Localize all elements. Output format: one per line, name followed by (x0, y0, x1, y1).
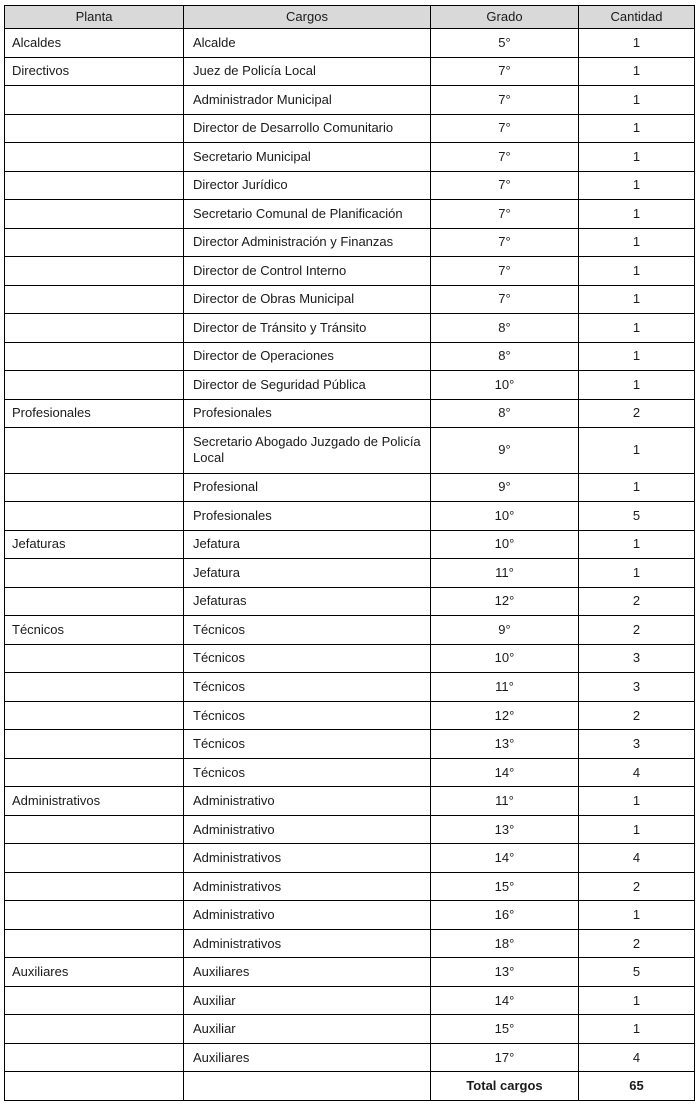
table-cell: 1 (579, 171, 695, 200)
table-cell: 4 (579, 844, 695, 873)
table-cell: Técnicos (184, 758, 431, 787)
table-cell (5, 200, 184, 229)
table-cell: 13° (431, 958, 579, 987)
table-cell: 5° (431, 29, 579, 58)
table-cell: Administrador Municipal (184, 86, 431, 115)
table-cell: Alcalde (184, 29, 431, 58)
table-cell: Jefatura (184, 530, 431, 559)
total-label-cell: Total cargos (431, 1072, 579, 1101)
table-cell: 2 (579, 701, 695, 730)
table-cell (184, 1072, 431, 1101)
table-cell: 9° (431, 428, 579, 473)
table-row (5, 986, 695, 1015)
table-cell: 13° (431, 815, 579, 844)
table-cell: Director Administración y Finanzas (184, 228, 431, 257)
table-cell: 11° (431, 673, 579, 702)
table-cell: Administrativo (184, 815, 431, 844)
table-cell: Alcaldes (5, 29, 184, 58)
table-cell: Director de Desarrollo Comunitario (184, 114, 431, 143)
table-cell: 1 (579, 1015, 695, 1044)
table-cell: 1 (579, 371, 695, 400)
table-cell: 3 (579, 644, 695, 673)
table-cell: 2 (579, 587, 695, 616)
table-cell: 1 (579, 314, 695, 343)
table-cell (5, 1015, 184, 1044)
table-cell (5, 342, 184, 371)
table-row (5, 171, 695, 200)
table-cell: 14° (431, 986, 579, 1015)
table-cell (5, 1072, 184, 1101)
table-row (5, 86, 695, 115)
table-cell: Auxiliares (5, 958, 184, 987)
table-cell (5, 228, 184, 257)
table-cell (5, 986, 184, 1015)
table-cell: 1 (579, 114, 695, 143)
table-row (5, 502, 695, 531)
table-cell: Profesional (184, 473, 431, 502)
table-cell (5, 559, 184, 588)
table-row (5, 730, 695, 759)
column-header-grado: Grado (431, 6, 579, 29)
table-cell: 1 (579, 257, 695, 286)
table-row (5, 1043, 695, 1072)
table-cell: Director de Obras Municipal (184, 285, 431, 314)
table-cell: Director de Tránsito y Tránsito (184, 314, 431, 343)
table-cell (5, 86, 184, 115)
header-row (5, 6, 695, 29)
table-cell: 15° (431, 872, 579, 901)
table-cell: Técnicos (184, 616, 431, 645)
table-cell: 16° (431, 901, 579, 930)
table-cell: 3 (579, 730, 695, 759)
table-cell: 1 (579, 228, 695, 257)
table-cell: Técnicos (184, 673, 431, 702)
table-cell (5, 171, 184, 200)
table-cell: 1 (579, 473, 695, 502)
table-cell: Profesionales (184, 399, 431, 428)
table-cell: 1 (579, 530, 695, 559)
table-cell: 1 (579, 200, 695, 229)
table-cell: Administrativos (184, 844, 431, 873)
table-cell: 1 (579, 143, 695, 172)
table-row (5, 673, 695, 702)
table-cell: 5 (579, 958, 695, 987)
table-cell: 1 (579, 901, 695, 930)
table-cell (5, 587, 184, 616)
table-cell: Director de Operaciones (184, 342, 431, 371)
table-cell (5, 314, 184, 343)
staff-positions-table (4, 5, 695, 1101)
table-cell (5, 114, 184, 143)
table-cell (5, 730, 184, 759)
table-cell: 13° (431, 730, 579, 759)
table-cell: 7° (431, 285, 579, 314)
table-cell (5, 428, 184, 473)
total-value-cell: 65 (579, 1072, 695, 1101)
table-cell: 4 (579, 1043, 695, 1072)
table-cell: 10° (431, 502, 579, 531)
column-header-planta: Planta (5, 6, 184, 29)
table-row (5, 559, 695, 588)
table-cell: Técnicos (5, 616, 184, 645)
table-row (5, 644, 695, 673)
table-cell: 10° (431, 644, 579, 673)
table-cell: 2 (579, 872, 695, 901)
table-cell: 18° (431, 929, 579, 958)
table-cell: Auxiliar (184, 986, 431, 1015)
table-cell (5, 872, 184, 901)
table-cell: 7° (431, 114, 579, 143)
table-cell (5, 844, 184, 873)
table-cell: Secretario Abogado Juzgado de Policía Local (184, 428, 431, 473)
table-cell: 10° (431, 530, 579, 559)
table-cell: 1 (579, 815, 695, 844)
table-cell: Técnicos (184, 644, 431, 673)
table-cell: Administrativos (184, 872, 431, 901)
table-cell: Secretario Municipal (184, 143, 431, 172)
table-cell (5, 143, 184, 172)
table-row (5, 114, 695, 143)
table-row (5, 257, 695, 286)
table-cell: 1 (579, 285, 695, 314)
table-row (5, 844, 695, 873)
column-header-cargos: Cargos (184, 6, 431, 29)
table-cell (5, 473, 184, 502)
table-cell: Auxiliar (184, 1015, 431, 1044)
table-cell: 2 (579, 929, 695, 958)
table-cell: 17° (431, 1043, 579, 1072)
table-cell: Secretario Comunal de Planificación (184, 200, 431, 229)
table-cell: 2 (579, 616, 695, 645)
table-cell: Director Jurídico (184, 171, 431, 200)
table-cell: Técnicos (184, 701, 431, 730)
table-cell: Técnicos (184, 730, 431, 759)
table-cell: 1 (579, 559, 695, 588)
table-row (5, 285, 695, 314)
table-cell: 14° (431, 844, 579, 873)
table-cell (5, 673, 184, 702)
table-row (5, 200, 695, 229)
table-row (5, 758, 695, 787)
table-cell: Director de Control Interno (184, 257, 431, 286)
table-cell (5, 701, 184, 730)
table-row (5, 428, 695, 473)
table-cell: 12° (431, 587, 579, 616)
table-row (5, 143, 695, 172)
table-cell (5, 1043, 184, 1072)
table-cell: 10° (431, 371, 579, 400)
table-cell: 7° (431, 86, 579, 115)
table-row (5, 787, 695, 816)
table-cell: Auxiliares (184, 1043, 431, 1072)
table-cell (5, 815, 184, 844)
table-row (5, 872, 695, 901)
table-cell: 1 (579, 57, 695, 86)
table-cell: 7° (431, 228, 579, 257)
table-cell: 9° (431, 616, 579, 645)
table-cell: 7° (431, 171, 579, 200)
table-cell: 8° (431, 314, 579, 343)
table-cell: 5 (579, 502, 695, 531)
table-cell: Administrativos (184, 929, 431, 958)
table-cell: 14° (431, 758, 579, 787)
table-row (5, 29, 695, 58)
table-cell: 11° (431, 559, 579, 588)
table-cell: 1 (579, 986, 695, 1015)
table-cell (5, 758, 184, 787)
table-cell: 15° (431, 1015, 579, 1044)
table-cell: Administrativo (184, 901, 431, 930)
table-cell: Director de Seguridad Pública (184, 371, 431, 400)
table-cell: Administrativos (5, 787, 184, 816)
table-cell (5, 285, 184, 314)
table-cell: Directivos (5, 57, 184, 86)
table-row (5, 371, 695, 400)
table-row (5, 815, 695, 844)
table-cell: 1 (579, 29, 695, 58)
table-row (5, 57, 695, 86)
table-cell: 7° (431, 143, 579, 172)
table-cell: Profesionales (5, 399, 184, 428)
table-row (5, 228, 695, 257)
table-cell: 8° (431, 399, 579, 428)
table-row (5, 473, 695, 502)
table-cell: 8° (431, 342, 579, 371)
table-row (5, 901, 695, 930)
table-cell: Auxiliares (184, 958, 431, 987)
table-cell: Jefaturas (5, 530, 184, 559)
table-cell: 7° (431, 57, 579, 86)
column-header-cantidad: Cantidad (579, 6, 695, 29)
table-cell (5, 644, 184, 673)
table-cell (5, 929, 184, 958)
table-cell: Profesionales (184, 502, 431, 531)
table-row (5, 958, 695, 987)
table-cell: 3 (579, 673, 695, 702)
table-cell: 12° (431, 701, 579, 730)
table-cell: 1 (579, 342, 695, 371)
table-cell (5, 901, 184, 930)
table-row (5, 616, 695, 645)
table-cell: Jefatura (184, 559, 431, 588)
table-header (5, 6, 695, 29)
table-row (5, 314, 695, 343)
table-row (5, 530, 695, 559)
table-cell: 9° (431, 473, 579, 502)
table-row (5, 701, 695, 730)
table-cell (5, 502, 184, 531)
table-cell: Administrativo (184, 787, 431, 816)
table-cell: 11° (431, 787, 579, 816)
table-cell: Jefaturas (184, 587, 431, 616)
table-row (5, 587, 695, 616)
table-cell (5, 257, 184, 286)
table-body (5, 29, 695, 1101)
table-cell: 2 (579, 399, 695, 428)
table-cell: Juez de Policía Local (184, 57, 431, 86)
table-cell: 1 (579, 428, 695, 473)
table-row (5, 342, 695, 371)
table-cell: 4 (579, 758, 695, 787)
table-cell (5, 371, 184, 400)
table-row (5, 1015, 695, 1044)
total-row (5, 1072, 695, 1101)
table-cell: 1 (579, 787, 695, 816)
table-cell: 7° (431, 200, 579, 229)
table-row (5, 399, 695, 428)
table-row (5, 929, 695, 958)
table-cell: 1 (579, 86, 695, 115)
table-cell: 7° (431, 257, 579, 286)
